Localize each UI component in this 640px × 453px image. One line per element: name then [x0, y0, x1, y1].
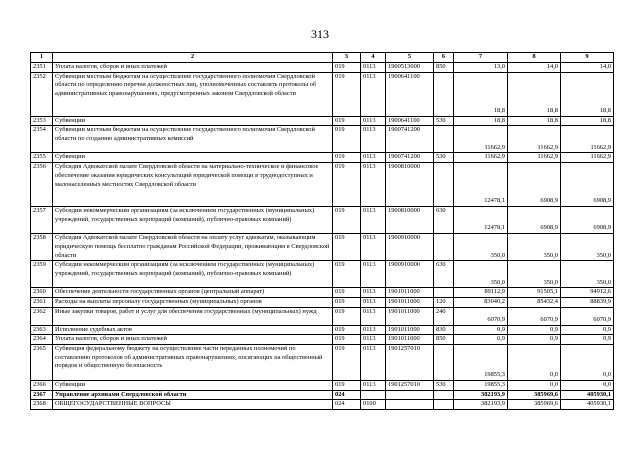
- row-number: 2356: [31, 163, 53, 207]
- cell-code-4: 0113: [361, 288, 386, 298]
- cell-code-6: 630: [434, 261, 454, 288]
- cell-code-5: 1901257010: [386, 345, 434, 381]
- cell-code-5: 1901011000: [386, 335, 434, 345]
- cell-code-3: 019: [333, 325, 361, 335]
- cell-value-8: 11662,9: [508, 153, 561, 163]
- row-name: Субсидии некоммерческим организациям (за исключением государственных (муниципальных) учреждений, государственных корпораций (компаний), публично-правовых компаний): [53, 207, 333, 234]
- column-header: 6: [434, 53, 454, 63]
- row-name: Управление архивами Свердловской области: [53, 390, 333, 400]
- cell-code-3: 019: [333, 297, 361, 307]
- cell-value-8: 18,8: [508, 72, 561, 116]
- cell-value-7: 18,8: [454, 72, 508, 116]
- cell-value-8: 85432,4: [508, 297, 561, 307]
- cell-code-5: 1901257010: [386, 381, 434, 391]
- table-row: [31, 288, 614, 298]
- cell-code-5: 1901011000: [386, 307, 434, 325]
- cell-code-4: 0100: [361, 400, 386, 410]
- row-name: Субсидия Адвокатской палате Свердловской области на оплату услуг адвокатам, оказывающим юридическую помощь бесплатно гражданам Российской Федерации, проживающим в Свердловской области: [53, 234, 333, 261]
- row-name: Уплата налогов, сборов и иных платежей: [53, 63, 333, 73]
- column-header: 5: [386, 53, 434, 63]
- page-number: 313: [311, 27, 329, 41]
- cell-value-8: 18,8: [508, 116, 561, 126]
- table-row: [31, 207, 614, 234]
- cell-value-9: 350,0: [561, 261, 614, 288]
- cell-value-7: 0,9: [454, 335, 508, 345]
- row-number: 2352: [31, 72, 53, 116]
- cell-code-3: 019: [333, 307, 361, 325]
- cell-code-5: 1901011000: [386, 297, 434, 307]
- cell-value-7: 89112,9: [454, 288, 508, 298]
- row-number: 2367: [31, 390, 53, 400]
- cell-code-5: 1900741200: [386, 126, 434, 153]
- row-number: 2351: [31, 63, 53, 73]
- cell-value-7: 350,0: [454, 261, 508, 288]
- cell-value-8: 350,0: [508, 261, 561, 288]
- cell-code-3: 019: [333, 381, 361, 391]
- row-name: Субсидия Адвокатской палате Свердловской области на материально-техническое и финансовое обеспечение оказания юридических консультаций юридической помощи в труднодоступных и малонаселенных местностях Свердловской области: [53, 163, 333, 207]
- cell-code-4: 0113: [361, 116, 386, 126]
- cell-value-8: 6908,9: [508, 163, 561, 207]
- row-number: 2366: [31, 381, 53, 391]
- cell-value-8: 385969,6: [508, 390, 561, 400]
- cell-code-5: 1901011000: [386, 325, 434, 335]
- cell-code-4: 0113: [361, 345, 386, 381]
- cell-code-6: [434, 234, 454, 261]
- cell-code-5: [386, 390, 434, 400]
- cell-value-8: 11662,9: [508, 126, 561, 153]
- column-header: 4: [361, 53, 386, 63]
- cell-code-3: 019: [333, 116, 361, 126]
- cell-value-9: 18,8: [561, 116, 614, 126]
- cell-value-9: 88839,9: [561, 297, 614, 307]
- table-row: [31, 400, 614, 410]
- table-row: [31, 72, 614, 116]
- cell-code-5: 1900513000: [386, 63, 434, 73]
- cell-code-6: [434, 390, 454, 400]
- cell-value-9: 350,0: [561, 234, 614, 261]
- cell-code-3: 019: [333, 207, 361, 234]
- cell-code-6: 830: [434, 325, 454, 335]
- cell-value-9: 6070,9: [561, 307, 614, 325]
- table-row: [31, 297, 614, 307]
- cell-value-9: 405930,1: [561, 390, 614, 400]
- table-row: [31, 261, 614, 288]
- cell-code-3: 019: [333, 345, 361, 381]
- cell-code-6: 240: [434, 307, 454, 325]
- cell-value-9: 0,9: [561, 335, 614, 345]
- row-name: Субвенция федеральному бюджету на осуществление части переданных полномочий по составлению протоколов об административных правонарушениях, посягающих на общественный порядок и общественную безопасность: [53, 345, 333, 381]
- cell-code-4: 0113: [361, 207, 386, 234]
- cell-code-6: [434, 288, 454, 298]
- cell-code-4: 0113: [361, 234, 386, 261]
- table-row: [31, 307, 614, 325]
- row-number: 2360: [31, 288, 53, 298]
- cell-value-8: 350,0: [508, 234, 561, 261]
- cell-code-3: 024: [333, 400, 361, 410]
- row-name: Субвенции: [53, 116, 333, 126]
- cell-code-3: 019: [333, 335, 361, 345]
- column-header: 2: [53, 53, 333, 63]
- cell-code-5: [386, 400, 434, 410]
- cell-value-9: 11662,9: [561, 126, 614, 153]
- row-number: 2357: [31, 207, 53, 234]
- cell-code-3: 024: [333, 390, 361, 400]
- cell-value-8: 0,0: [508, 345, 561, 381]
- cell-code-5: 1900810000: [386, 163, 434, 207]
- cell-code-6: [434, 72, 454, 116]
- row-number: 2368: [31, 400, 53, 410]
- table-row: [31, 345, 614, 381]
- cell-value-9: 94912,6: [561, 288, 614, 298]
- table-row: [31, 63, 614, 73]
- cell-value-9: 405930,1: [561, 400, 614, 410]
- cell-code-3: 019: [333, 72, 361, 116]
- cell-code-6: 850: [434, 63, 454, 73]
- row-name: Уплата налогов, сборов и иных платежей: [53, 335, 333, 345]
- cell-value-7: 12478,1: [454, 163, 508, 207]
- row-name: Исполнение судебных актов: [53, 325, 333, 335]
- cell-code-5: 1900910000: [386, 261, 434, 288]
- cell-code-4: 0113: [361, 72, 386, 116]
- row-number: 2353: [31, 116, 53, 126]
- cell-value-9: 18,8: [561, 72, 614, 116]
- cell-code-5: 1900741200: [386, 153, 434, 163]
- row-number: 2359: [31, 261, 53, 288]
- cell-value-7: 18,8: [454, 116, 508, 126]
- cell-code-6: 120: [434, 297, 454, 307]
- cell-value-7: 11662,9: [454, 126, 508, 153]
- cell-code-4: 0113: [361, 335, 386, 345]
- cell-value-7: 6070,9: [454, 307, 508, 325]
- cell-code-6: 530: [434, 381, 454, 391]
- table-row: [31, 153, 614, 163]
- cell-code-5: 1901011000: [386, 288, 434, 298]
- cell-code-3: 019: [333, 261, 361, 288]
- cell-value-8: 14,0: [508, 63, 561, 73]
- table-row: [31, 234, 614, 261]
- row-name: Субвенции местным бюджетам на осуществление государственного полномочия Свердловской области по созданию административных комиссий: [53, 126, 333, 153]
- table-row: [31, 390, 614, 400]
- cell-value-9: 0,0: [561, 345, 614, 381]
- column-header: 1: [31, 53, 53, 63]
- row-name: ОБЩЕГОСУДАРСТВЕННЫЕ ВОПРОСЫ: [53, 400, 333, 410]
- cell-code-6: 630: [434, 207, 454, 234]
- row-number: 2361: [31, 297, 53, 307]
- cell-code-5: 1900910000: [386, 234, 434, 261]
- cell-value-7: 19855,3: [454, 381, 508, 391]
- cell-value-8: 385969,6: [508, 400, 561, 410]
- cell-value-7: 0,9: [454, 325, 508, 335]
- cell-value-9: 6908,9: [561, 207, 614, 234]
- column-header: 8: [508, 53, 561, 63]
- cell-code-6: 850: [434, 335, 454, 345]
- row-number: 2362: [31, 307, 53, 325]
- row-name: Расходы на выплаты персоналу государственных (муниципальных) органов: [53, 297, 333, 307]
- cell-code-6: [434, 400, 454, 410]
- cell-value-8: 6908,9: [508, 207, 561, 234]
- row-number: 2363: [31, 325, 53, 335]
- table-row: [31, 325, 614, 335]
- table-row: [31, 335, 614, 345]
- row-name: Иные закупки товаров, работ и услуг для обеспечения государственных (муниципальных) нужд: [53, 307, 333, 325]
- cell-code-4: 0113: [361, 63, 386, 73]
- cell-code-4: 0113: [361, 297, 386, 307]
- row-number: 2364: [31, 335, 53, 345]
- cell-value-7: 11662,9: [454, 153, 508, 163]
- table-row: [31, 126, 614, 153]
- cell-code-5: 1900810000: [386, 207, 434, 234]
- cell-code-4: 0113: [361, 163, 386, 207]
- row-name: Субвенции: [53, 153, 333, 163]
- cell-code-6: 530: [434, 116, 454, 126]
- cell-value-8: 0,9: [508, 335, 561, 345]
- cell-value-7: 83040,2: [454, 297, 508, 307]
- cell-value-7: 382193,9: [454, 390, 508, 400]
- column-header: 7: [454, 53, 508, 63]
- cell-value-9: 11662,9: [561, 153, 614, 163]
- row-name: Субвенции местным бюджетам на осуществление государственного полномочия Свердловской области по определению перечня должностных лиц, уполномоченных составлять протоколы об административных правонарушениях, предусмотренных законом Свердловской области: [53, 72, 333, 116]
- cell-code-3: 019: [333, 163, 361, 207]
- cell-value-9: 14,0: [561, 63, 614, 73]
- cell-value-7: 382193,9: [454, 400, 508, 410]
- cell-code-4: [361, 390, 386, 400]
- cell-code-6: [434, 345, 454, 381]
- row-name: Субвенции: [53, 381, 333, 391]
- cell-code-4: 0113: [361, 325, 386, 335]
- table-row: [31, 381, 614, 391]
- cell-value-9: 0,9: [561, 325, 614, 335]
- cell-code-6: 530: [434, 153, 454, 163]
- cell-value-8: 6070,9: [508, 307, 561, 325]
- row-name: Обеспечение деятельности государственных органов (центральный аппарат): [53, 288, 333, 298]
- cell-value-7: 19855,3: [454, 345, 508, 381]
- cell-value-7: 12478,1: [454, 207, 508, 234]
- cell-value-8: 0,9: [508, 325, 561, 335]
- cell-value-8: 91505,1: [508, 288, 561, 298]
- table-row: [31, 163, 614, 207]
- cell-code-3: 019: [333, 234, 361, 261]
- column-header: 9: [561, 53, 614, 63]
- cell-code-3: 019: [333, 126, 361, 153]
- cell-code-3: 019: [333, 63, 361, 73]
- cell-code-3: 019: [333, 288, 361, 298]
- row-number: 2358: [31, 234, 53, 261]
- table-header-row: [31, 53, 614, 63]
- cell-value-7: 13,0: [454, 63, 508, 73]
- budget-table: [30, 52, 614, 410]
- cell-code-6: [434, 163, 454, 207]
- cell-value-8: 0,0: [508, 381, 561, 391]
- cell-code-4: 0113: [361, 381, 386, 391]
- table-row: [31, 116, 614, 126]
- cell-value-7: 350,0: [454, 234, 508, 261]
- cell-code-4: 0113: [361, 153, 386, 163]
- row-number: 2365: [31, 345, 53, 381]
- row-number: 2354: [31, 126, 53, 153]
- cell-code-6: [434, 126, 454, 153]
- cell-value-9: 0,0: [561, 381, 614, 391]
- cell-code-4: 0113: [361, 261, 386, 288]
- cell-code-4: 0113: [361, 126, 386, 153]
- cell-code-3: 019: [333, 153, 361, 163]
- cell-value-9: 6908,9: [561, 163, 614, 207]
- column-header: 3: [333, 53, 361, 63]
- row-name: Субсидии некоммерческим организациям (за исключением государственных (муниципальных) учреждений, государственных корпораций (компаний), публично-правовых компаний): [53, 261, 333, 288]
- cell-code-5: 1900641100: [386, 72, 434, 116]
- cell-code-4: 0113: [361, 307, 386, 325]
- row-number: 2355: [31, 153, 53, 163]
- cell-code-5: 1900641100: [386, 116, 434, 126]
